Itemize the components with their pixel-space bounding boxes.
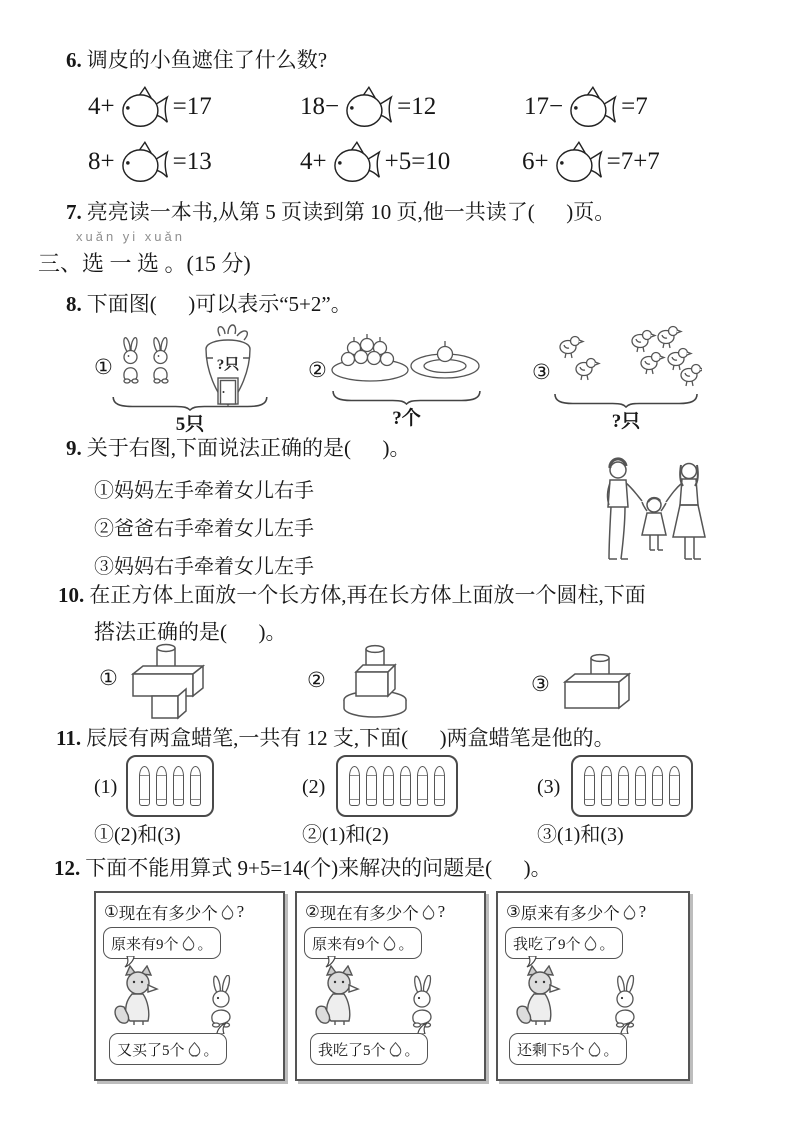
- peach-icon: [421, 904, 436, 920]
- fox-icon: [110, 965, 168, 1027]
- equation-right: =13: [172, 148, 212, 175]
- section-pinyin: xuǎn yi xuǎn: [76, 229, 185, 244]
- equation-left: 18−: [300, 93, 340, 120]
- fox-speech-suffix: 。: [599, 936, 615, 953]
- peach-icon: [181, 935, 196, 951]
- crayon-icon: [417, 766, 428, 806]
- fox-speech-bubble: [103, 927, 221, 959]
- q11-box3-label: (3): [537, 776, 561, 798]
- fish-icon: [118, 139, 170, 185]
- q11-box1-label: (1): [94, 776, 118, 798]
- fish-icon: [566, 84, 618, 130]
- fox-icon: [512, 965, 570, 1027]
- rabbit-speech-text: 还剩下5个: [517, 1042, 585, 1059]
- equation-left: 4+: [300, 148, 327, 175]
- rabbit-speech-bubble: [509, 1033, 627, 1065]
- fish-icon: [330, 139, 382, 185]
- equation-left: 8+: [88, 148, 115, 175]
- question-text-line1: 在正方体上面放一个长方体,再在长方体上面放一个圆柱,下面: [89, 583, 646, 607]
- equation-right: =7: [621, 93, 648, 120]
- card-question-suffix: ?: [638, 902, 647, 921]
- fox-speech-text: 原来有9个: [312, 936, 380, 953]
- q10-option2-number: ②: [307, 668, 326, 692]
- fish-equation: [88, 84, 212, 130]
- crayon-icon: [366, 766, 377, 806]
- equation-right: =17: [172, 93, 212, 120]
- card-question-suffix: ?: [437, 902, 446, 921]
- q12-card-2: [295, 891, 486, 1081]
- card-question: [104, 900, 244, 924]
- rabbit-speech-suffix: 。: [603, 1042, 619, 1059]
- chicks-icon: [552, 325, 702, 389]
- bubble-tail: [618, 1022, 632, 1034]
- q9-option3: ③妈妈右手牵着女儿左手: [94, 556, 314, 578]
- card-question: [305, 900, 445, 924]
- fox-speech-text: 原来有9个: [111, 936, 179, 953]
- rabbit-speech-text: 又买了5个: [117, 1042, 185, 1059]
- rabbit-speech-suffix: 。: [404, 1042, 420, 1059]
- crayon-box-1: [126, 755, 214, 817]
- peach-icon: [382, 935, 397, 951]
- equation-left: 6+: [522, 148, 549, 175]
- crayon-icon: [434, 766, 445, 806]
- q8-option1-number: ①: [94, 355, 113, 379]
- question-text: 调皮的小鱼遮住了什么数?: [86, 48, 328, 72]
- question-8: [66, 288, 352, 318]
- question-number: 12.: [54, 856, 81, 880]
- question-number: 11.: [56, 726, 82, 750]
- rabbit-speech-suffix: 。: [203, 1042, 219, 1059]
- crayon-icon: [652, 766, 663, 806]
- fish-equation: [524, 84, 648, 130]
- crayon-icon: [349, 766, 360, 806]
- q10-option3-number: ③: [531, 672, 550, 696]
- fox-icon: [311, 965, 369, 1027]
- card-question-suffix: ?: [236, 902, 245, 921]
- question-number: 10.: [58, 583, 85, 607]
- question-12: [54, 852, 552, 882]
- equation-left: 17−: [524, 93, 564, 120]
- q8-option1-label: 5只: [175, 414, 205, 435]
- q10-option1-number: ①: [99, 666, 118, 690]
- question-11: [56, 722, 615, 752]
- question-10: [58, 579, 646, 609]
- peach-icon: [220, 904, 235, 920]
- card-question-text: 原来有多少个: [520, 904, 620, 923]
- question-text: 关于右图,下面说法正确的是( )。: [86, 436, 411, 460]
- crayon-box-2: [336, 755, 458, 817]
- q8-option2-number: ②: [308, 358, 327, 382]
- q11-option3: ③(1)和(3): [537, 824, 624, 846]
- card-question: [506, 900, 646, 924]
- crayon-icon: [669, 766, 680, 806]
- q11-option1: ①(2)和(3): [94, 824, 181, 846]
- crayon-icon: [156, 766, 167, 806]
- section-title: 三、选 一 选 。(15 分): [38, 251, 251, 276]
- q9-option1: ①妈妈左手牵着女儿右手: [94, 480, 314, 502]
- fish-equation: [300, 139, 450, 185]
- q8-option2-label: ?个: [392, 408, 421, 429]
- q8-option3-label: ?只: [611, 411, 641, 432]
- fox-speech-bubble: [505, 927, 623, 959]
- card-number: ③: [506, 902, 521, 921]
- card-number: ①: [104, 902, 119, 921]
- equation-right: +5=10: [384, 148, 451, 175]
- question-6-title: [66, 44, 327, 74]
- shape-stack-cylinder-cuboid-icon: [553, 650, 639, 712]
- q8-option3-number: ③: [532, 360, 551, 384]
- question-text: 亮亮读一本书,从第 5 页读到第 10 页,他一共读了( )页。: [86, 200, 616, 224]
- fish-equation: [300, 84, 436, 130]
- apple-plates-icon: [330, 328, 482, 384]
- crayon-icon: [190, 766, 201, 806]
- rabbits-icon: [118, 336, 178, 388]
- card-question-text: 现在有多少个: [118, 904, 218, 923]
- question-number: 6.: [66, 48, 82, 72]
- equation-right: =12: [397, 93, 437, 120]
- peach-icon: [622, 904, 637, 920]
- question-7: [66, 196, 615, 226]
- peach-icon: [187, 1041, 202, 1057]
- fish-equation: [88, 139, 212, 185]
- rabbit-speech-bubble: [109, 1033, 227, 1065]
- card-number: ②: [305, 902, 320, 921]
- q11-box2-label: (2): [302, 776, 326, 798]
- card-question-text: 现在有多少个: [319, 904, 419, 923]
- question-text: 下面图( )可以表示“5+2”。: [86, 292, 352, 316]
- crayon-icon: [383, 766, 394, 806]
- fish-icon: [118, 84, 170, 130]
- question-number: 9.: [66, 436, 82, 460]
- crayon-icon: [584, 766, 595, 806]
- peach-icon: [587, 1041, 602, 1057]
- fox-speech-bubble: [304, 927, 422, 959]
- crayon-icon: [400, 766, 411, 806]
- fox-speech-text: 我吃了9个: [513, 936, 581, 953]
- equation-left: 4+: [88, 93, 115, 120]
- crayon-icon: [635, 766, 646, 806]
- crayon-icon: [173, 766, 184, 806]
- rabbit-speech-text: 我吃了5个: [318, 1042, 386, 1059]
- q12-card-1: [94, 891, 285, 1081]
- crayon-box-3: [571, 755, 693, 817]
- family-illustration: [597, 455, 712, 573]
- peach-icon: [388, 1041, 403, 1057]
- fox-speech-suffix: 。: [197, 936, 213, 953]
- crayon-icon: [139, 766, 150, 806]
- fish-equation: [522, 139, 660, 185]
- peach-icon: [583, 935, 598, 951]
- fish-icon: [342, 84, 394, 130]
- rabbit-speech-bubble: [310, 1033, 428, 1065]
- equation-right: =7+7: [606, 148, 660, 175]
- question-9: [66, 432, 411, 462]
- q12-card-3: [496, 891, 690, 1081]
- question-text-line2: 搭法正确的是( )。: [94, 620, 287, 644]
- question-text: 下面不能用算式 9+5=14(个)来解决的问题是( )。: [85, 856, 552, 880]
- question-text: 辰辰有两盒蜡笔,一共有 12 支,下面( )两盒蜡笔是他的。: [86, 726, 615, 750]
- fish-icon: [552, 139, 604, 185]
- question-number: 7.: [66, 200, 82, 224]
- fox-speech-suffix: 。: [398, 936, 414, 953]
- crayon-icon: [618, 766, 629, 806]
- q11-option2: ②(1)和(2): [302, 824, 389, 846]
- crayon-icon: [601, 766, 612, 806]
- shape-stack-cylinder-cube-disc-icon: [329, 640, 419, 720]
- q9-option2: ②爸爸右手牵着女儿左手: [94, 518, 314, 540]
- carrot-house-label: ?只: [216, 357, 240, 373]
- question-number: 8.: [66, 292, 82, 316]
- shape-stack-cylinder-cuboid-cube-icon: [121, 638, 211, 722]
